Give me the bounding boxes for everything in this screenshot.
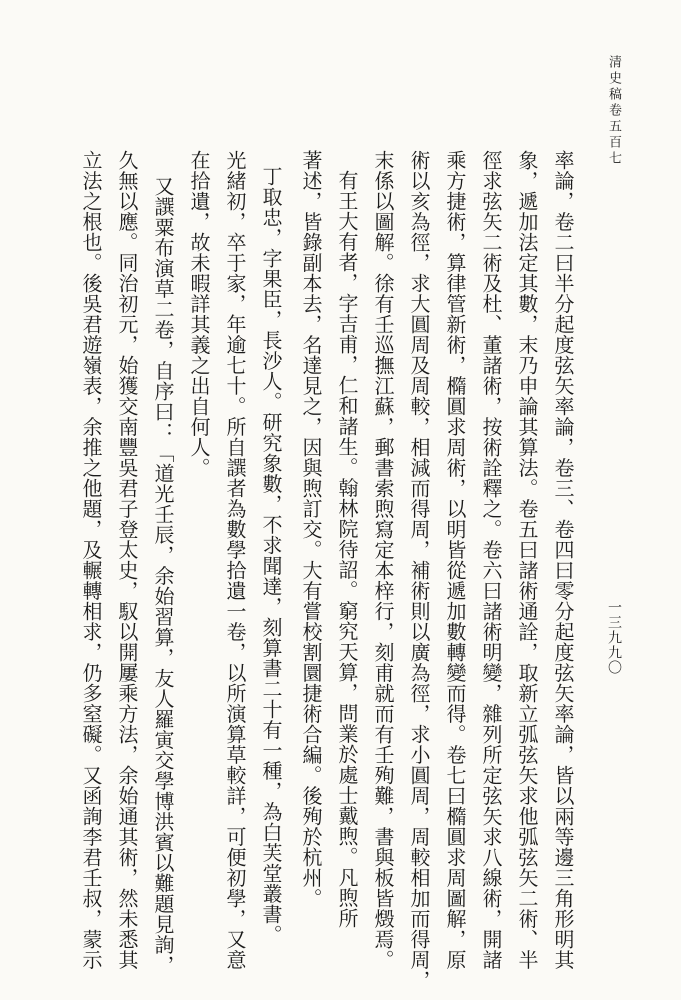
text-column-6: 末係以圖解。徐有壬巡撫江蘇，郵書索煦寫定本梓行，刻甫就而有壬殉難，書與板皆燬焉。 bbox=[371, 150, 395, 970]
text-column-12: 又譔粟布演草二卷，自序曰：「道光壬辰，余始習算，友人羅寅交學博洪賓以難題見詢， bbox=[151, 176, 175, 976]
text-column-2: 象，遞加法定其數，末乃申論其算法。卷五曰諸術通詮，取新立弧弦矢求他弧弦矢二術、半 bbox=[515, 150, 539, 970]
text-column-4: 乘方捷術，算律管新術，橢圓求周術，以明皆從遞加數轉變而得。卷七曰橢圓求周圖解，原 bbox=[443, 150, 467, 970]
text-column-1: 率論，卷二曰半分起度弦矢率論，卷三、卷四曰零分起度弦矢率論，皆以兩等邊三角形明其 bbox=[551, 150, 575, 970]
text-column-9: 丁取忠，字果臣，長沙人。研究象數，不求聞達，刻算書二十有一種，為白芙堂叢書。 bbox=[259, 166, 283, 945]
text-column-11: 在拾遺，故未暇詳其義之出自何人。 bbox=[187, 150, 211, 478]
text-column-5: 術以亥為徑，求大圓周及周較，相減而得周，補術則以廣為徑，求小圓周，周較相加而得周， bbox=[407, 150, 431, 991]
page-number: 一三九九〇 bbox=[606, 600, 622, 675]
text-column-14: 立法之根也。後吳君遊嶺表，余推之他題，及輾轉相求，仍多窒礙。又函詢李君壬叔，蒙示 bbox=[79, 150, 103, 970]
text-column-8: 著述，皆錄副本去，名達見之，因與煦訂交。大有嘗校割圜捷術合編。後殉於杭州。 bbox=[299, 150, 323, 909]
text-column-10: 光緒初，卒于家，年逾七十。所自譔者為數學拾遺一卷，以所演算草較詳，可便初學，又意 bbox=[223, 150, 247, 970]
text-column-13: 久無以應。同治初元，始獲交南豐吳君子登太史，馭以開屢乘方法，余始通其術，然未悉其 bbox=[115, 150, 139, 970]
text-column-7: 有王大有者，字吉甫，仁和諸生。翰林院待詔。窮究天算，問業於處士戴煦。凡煦所 bbox=[335, 170, 359, 929]
text-column-3: 徑求弦矢二術及杜、董諸術，按術詮釋之。卷六曰諸術明變，雜列所定弦矢求八線術，開諸 bbox=[479, 150, 503, 970]
running-header: 清史稿卷五百七 bbox=[606, 55, 621, 167]
